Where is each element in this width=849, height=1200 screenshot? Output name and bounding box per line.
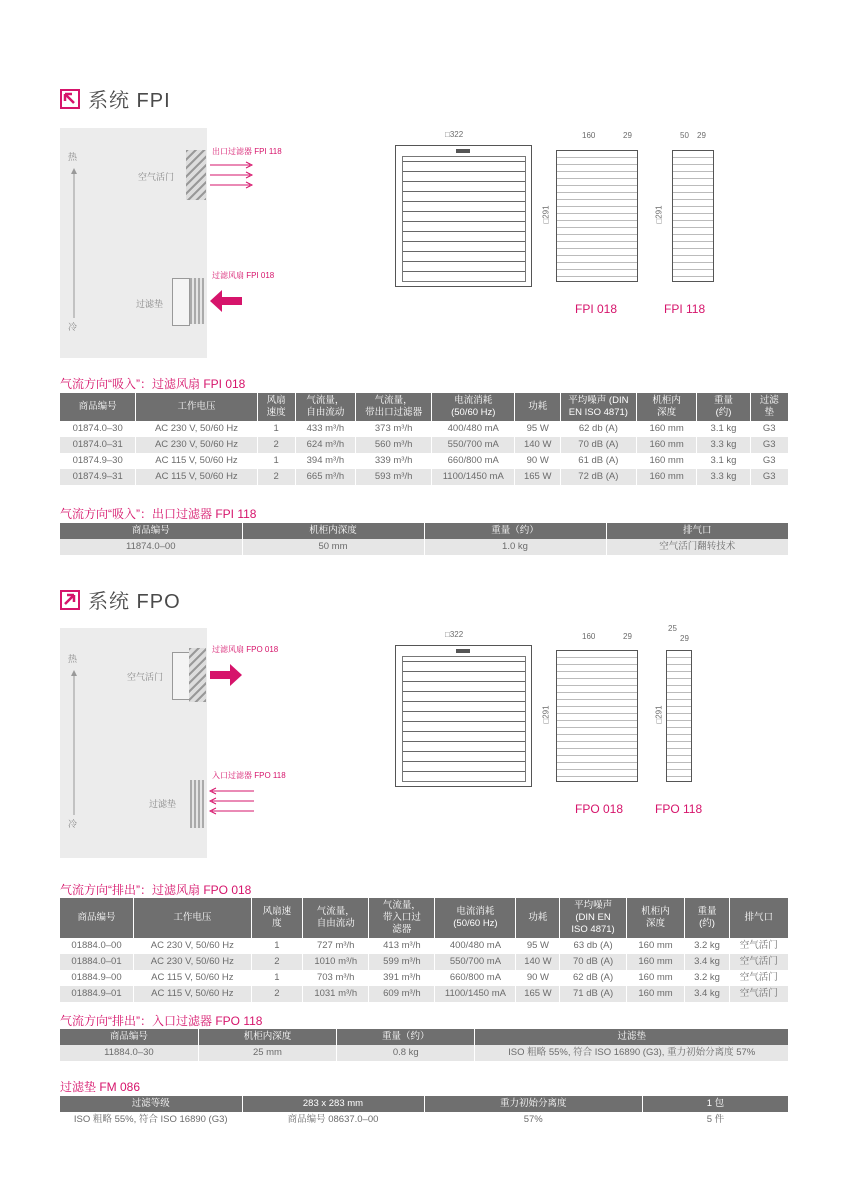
table-cell: 1100/1450 mA [435,986,516,1002]
table-title: 气流方向“排出”：过滤风扇 FPO 018 [60,883,252,897]
table-row [60,970,788,986]
table-cell: 394 m³/h [295,453,356,469]
table-cell: 1 [251,970,302,986]
table-cell: 01884.0–00 [71,940,122,951]
table-cell: 3.2 kg [685,938,729,954]
table-cell: 01874.9–30 [72,455,123,466]
table-cell: ISO 粗略 55%, 符合 ISO 16890 (G3) [73,1114,228,1125]
column-header: 风扇 速度 [257,393,295,421]
table-cell: 90 W [515,453,560,469]
table-cell: 空气活门 [729,970,788,986]
dim-29-label: 29 [680,634,689,643]
drawing-front-fpo018 [395,645,532,787]
table-cell: 413 m³/h [369,938,435,954]
column-header: 重量 (约) [697,393,750,421]
table-cell: AC 115 V, 50/60 Hz [136,469,257,485]
table-title: 气流方向“排出”：入口过滤器 FPO 118 [60,1014,263,1028]
dim-29-label: 29 [697,131,706,140]
arrow-out-box-icon [60,590,80,610]
drawing-front-fpi018 [395,145,532,287]
spec-table-fm086 [60,1096,788,1128]
table-cell: 665 m³/h [295,469,356,485]
table-cell: AC 230 V, 50/60 Hz [134,954,252,970]
filter-grille-icon [190,780,204,828]
table-row [60,986,788,1002]
table-cell: 1031 m³/h [303,986,369,1002]
drawing-side-fpi118 [672,150,714,282]
column-header: 平均噪声 (DIN EN ISO 4871) [560,898,626,938]
hot-label: 热 [68,152,78,162]
spec-table-fpo118 [60,1029,788,1061]
column-header: 电流消耗 (50/60 Hz) [435,898,516,938]
column-header: 过滤垫 [475,1029,788,1045]
table-cell: 160 mm [636,453,697,469]
dim-29-label: 29 [623,131,632,140]
column-header: 重量（约） [424,523,606,539]
column-header: 机柜内深度 [198,1029,336,1045]
table-cell: 25 mm [198,1045,336,1061]
table-cell: 593 m³/h [356,469,432,485]
drawing-label-fpo018: FPO 018 [575,802,624,816]
hot-label: 热 [68,654,78,664]
table-cell: 95 W [516,938,560,954]
column-header: 平均噪声 (DIN EN ISO 4871) [560,393,636,421]
table-cell: 50 mm [242,539,424,555]
filter-grille-icon [186,150,206,200]
table-cell: 57% [424,1112,642,1128]
fan-label: 过滤风扇 FPI 018 [212,271,275,280]
table-cell: 1 [257,421,295,437]
table-cell: 160 mm [636,421,697,437]
column-header: 过滤 垫 [750,393,788,421]
table-cell: 3.2 kg [685,970,729,986]
table-cell: 空气活门 [729,986,788,1002]
table-cell: 5 件 [642,1112,788,1128]
column-header: 功耗 [515,393,560,421]
table-cell: 1.0 kg [424,539,606,555]
table-cell: 160 mm [626,970,685,986]
table-cell: 空气活门翻转技术 [606,539,788,555]
column-header: 1 包 [642,1096,788,1112]
table-cell: G3 [750,469,788,485]
table-cell: 61 dB (A) [560,453,636,469]
table-cell: 01884.9–00 [71,972,122,983]
table-cell: 660/800 mA [435,970,516,986]
table-cell: 95 W [515,421,560,437]
filter-mat-label: 过滤垫 [149,799,177,809]
table-row [60,469,788,485]
table-cell: 62 dB (A) [560,970,626,986]
table-cell: 90 W [516,970,560,986]
table-cell: 165 W [515,469,560,485]
column-header: 机柜内 深度 [626,898,685,938]
arrow-right-icon [210,160,255,194]
table-cell: 160 mm [636,469,697,485]
column-header: 排气口 [606,523,788,539]
table-cell: 2 [251,954,302,970]
table-cell: 160 mm [626,938,685,954]
table-cell: 550/700 mA [432,437,515,453]
table-cell: 3.4 kg [685,986,729,1002]
table-cell: 72 dB (A) [560,469,636,485]
section-title-text: 系统 FPI [88,90,171,112]
column-header: 工作电压 [136,393,257,421]
table-cell: AC 115 V, 50/60 Hz [134,970,252,986]
table-cell: 140 W [516,954,560,970]
table-row [60,437,788,453]
drawing-label-fpi018: FPI 018 [575,302,618,316]
arrow-right-icon [210,664,242,686]
dim-29-label: 29 [623,632,632,641]
table-cell: 400/480 mA [435,938,516,954]
temperature-axis [68,652,78,842]
column-header: 商品编号 [60,1029,198,1045]
inlet-filter-label: 入口过滤器 FPO 118 [212,771,286,780]
table-cell: 727 m³/h [303,938,369,954]
spec-table-fpi118 [60,523,788,555]
column-header: 风扇速 度 [251,898,302,938]
table-cell: 624 m³/h [295,437,356,453]
drawing-side-fpi018 [556,150,638,282]
column-header: 气流量， 带入口过 滤器 [369,898,435,938]
table-cell: 70 dB (A) [560,954,626,970]
fan-icon [172,278,190,326]
temperature-axis [68,150,78,340]
table-cell: 560 m³/h [356,437,432,453]
table-row [60,938,788,954]
drawing-side-fpo018 [556,650,638,782]
table-cell: 373 m³/h [356,421,432,437]
dim-width-label: □322 [445,630,464,639]
column-header: 商品编号 [60,393,136,421]
table-cell: G3 [750,421,788,437]
fan-label: 过滤风扇 FPO 018 [212,645,279,654]
table-cell: 空气活门 [729,954,788,970]
table-cell: 140 W [515,437,560,453]
table-row [60,1112,788,1128]
table-row [60,539,788,555]
dim-height-label: □291 [654,705,664,724]
table-cell: 3.3 kg [697,437,750,453]
column-header: 重量（约） [337,1029,475,1045]
table-cell: 01884.0–01 [60,954,134,970]
spec-table-fpi018 [60,393,788,485]
table-cell: 160 mm [636,437,697,453]
table-cell: 11884.0–30 [60,1045,198,1061]
table-cell: 550/700 mA [435,954,516,970]
dim-25-label: 25 [668,624,677,633]
table-cell: 160 mm [626,954,685,970]
table-title: 气流方向“吸入”：过滤风扇 FPI 018 [60,377,246,391]
table-cell: 3.1 kg [697,453,750,469]
table-cell: 70 dB (A) [560,437,636,453]
column-header: 气流量， 自由流动 [303,898,369,938]
table-cell: 商品编号 08637.0–00 [242,1112,424,1128]
table-cell: 11874.0–00 [60,539,242,555]
dim-width-label: □322 [445,130,464,139]
table-cell: 01874.0–30 [72,423,123,434]
filter-grille-icon [190,278,204,324]
column-header: 机柜内 深度 [636,393,697,421]
dim-height-label: □291 [654,205,664,224]
dim-height-label: □291 [541,705,551,724]
drawing-side-fpo118 [666,650,692,782]
section-title-text: 系统 FPO [88,591,181,613]
table-cell: AC 115 V, 50/60 Hz [134,986,252,1002]
filter-grille-icon [189,648,206,702]
filter-mat-label: 过滤垫 [136,299,164,309]
column-header: 电流消耗 (50/60 Hz) [432,393,515,421]
table-cell: AC 230 V, 50/60 Hz [136,421,257,437]
column-header: 商品编号 [60,523,242,539]
table-cell: 3.4 kg [685,954,729,970]
arrow-in-box-icon [60,89,80,109]
table-cell: 599 m³/h [369,954,435,970]
dim-50-label: 50 [680,131,689,140]
table-cell: G3 [750,453,788,469]
table-cell: 2 [257,437,295,453]
air-vent-label: 空气活门 [127,672,164,682]
table-cell: 63 db (A) [560,938,626,954]
table-cell: 391 m³/h [369,970,435,986]
table-cell: 62 db (A) [560,421,636,437]
table-cell: 609 m³/h [369,986,435,1002]
table-cell: 01874.0–31 [60,437,136,453]
air-vent-label: 空气活门 [138,172,175,182]
table-row [60,954,788,970]
spec-table-fpo018 [60,898,788,1002]
table-cell: ISO 粗略 55%, 符合 ISO 16890 (G3), 重力初始分离度 57% [475,1045,788,1061]
table-cell: AC 230 V, 50/60 Hz [136,437,257,453]
column-header: 重力初始分离度 [424,1096,642,1112]
table-title: 过滤垫 FM 086 [60,1080,141,1094]
table-cell: G3 [750,437,788,453]
table-cell: 339 m³/h [356,453,432,469]
arrow-left-icon [210,290,242,312]
table-cell: 703 m³/h [303,970,369,986]
column-header: 功耗 [516,898,560,938]
section-title-fpi [60,84,171,113]
table-cell: 160 mm [626,986,685,1002]
column-header: 排气口 [729,898,788,938]
table-cell: 1 [257,453,295,469]
table-cell: AC 115 V, 50/60 Hz [136,453,257,469]
table-cell: 01874.9–31 [60,469,136,485]
table-cell: 01884.9–01 [60,986,134,1002]
table-cell: 1100/1450 mA [432,469,515,485]
table-cell: 433 m³/h [295,421,356,437]
column-header: 机柜内深度 [242,523,424,539]
column-header: 商品编号 [60,898,134,938]
table-row [60,421,788,437]
fan-icon [172,652,190,700]
table-cell: AC 230 V, 50/60 Hz [134,938,252,954]
table-cell: 165 W [516,986,560,1002]
table-cell: 400/480 mA [432,421,515,437]
column-header: 过滤等级 [60,1096,242,1112]
drawing-label-fpo118: FPO 118 [655,802,703,816]
cold-label: 冷 [68,819,78,829]
table-cell: 3.3 kg [697,469,750,485]
column-header: 重量 (约) [685,898,729,938]
dim-160-label: 160 [582,632,596,641]
arrow-left-icon [208,786,254,820]
table-cell: 1010 m³/h [303,954,369,970]
table-cell: 0.8 kg [337,1045,475,1061]
column-header: 工作电压 [134,898,252,938]
table-title: 气流方向“吸入”：出口过滤器 FPI 118 [60,507,257,521]
column-header: 气流量， 自由流动 [295,393,356,421]
outlet-filter-label: 出口过滤器 FPI 118 [212,147,282,156]
table-cell: 空气活门 [729,938,788,954]
dim-height-label: □291 [541,205,551,224]
table-cell: 1 [251,938,302,954]
column-header: 气流量， 带出口过滤器 [356,393,432,421]
table-cell: 2 [257,469,295,485]
table-cell: 2 [251,986,302,1002]
table-cell: 3.1 kg [697,421,750,437]
drawing-label-fpi118: FPI 118 [664,302,706,316]
table-row [60,453,788,469]
column-header: 283 x 283 mm [242,1096,424,1112]
table-cell: 71 dB (A) [560,986,626,1002]
section-title-fpo [60,585,181,614]
table-cell: 660/800 mA [432,453,515,469]
cold-label: 冷 [68,322,78,332]
dim-160-label: 160 [582,131,596,140]
table-row [60,1045,788,1061]
